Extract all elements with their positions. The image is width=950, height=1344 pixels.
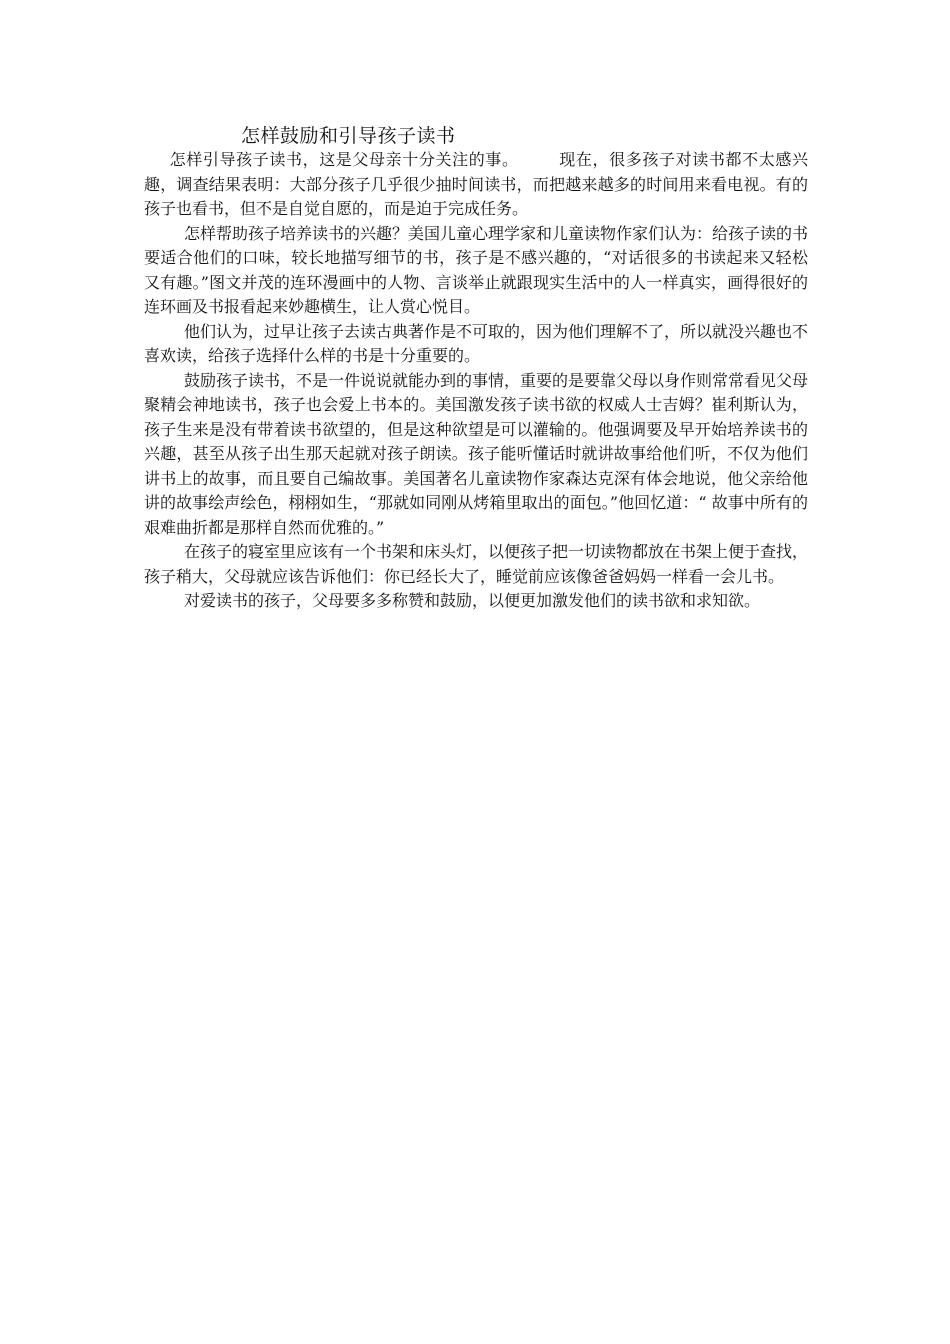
intro-sentence: 怎样引导孩子读书，这是父母亲十分关注的事。 xyxy=(169,150,519,169)
document-title: 怎样鼓励和引导孩子读书 xyxy=(241,125,456,147)
paragraph-4: 鼓励孩子读书，不是一件说说就能办到的事情，重要的是要靠父母以身作则常常看见父母聚精会神地读书，孩子也会爱上书本的。美国激发孩子读书欲的权威人士吉姆？崔利斯认为，孩子生来是没有带着读书欲望的，但是这种欲望是可以灌输的。他强调要及早开始培养读书的兴趣，甚至从孩子出生那天起就对孩子朗读。孩子能听懂话时就讲故事给他们听，不仅为他们讲书上的故事，而且要自己编故事。美国著名儿童读物作家森达克深有体会地说，他父亲给他讲的故事绘声绘色，栩栩如生，“那就如同刚从烤箱里取出的面包。”他回忆道：“ 故事中所有的艰难曲折都是那样自然而优雅的。” xyxy=(144,370,809,537)
paragraph-2: 怎样帮助孩子培养读书的兴趣？美国儿童心理学家和儿童读物作家们认为：给孩子读的书要适合他们的口味，较长地描写细节的书，孩子是不感兴趣的，“对话很多的书读起来又轻松又有趣。”图文并茂的连环漫画中的人物、言谈举止就跟现实生活中的人一样真实，画得很好的连环画及书报看起来妙趣横生，让人赏心悦目。 xyxy=(144,223,809,316)
paragraph-intro xyxy=(144,148,808,222)
paragraph-1-text: 现在，很多孩子对读书都不太感兴趣，调查结果表明：大部分孩子几乎很少抽时间读书，而把越来越多的时间用来看电视。有的孩子也看书，但不是自觉自愿的，而是迫于完成任务。 xyxy=(144,150,808,218)
paragraph-3: 他们认为，过早让孩子去读古典著作是不可取的，因为他们理解不了，所以就没兴趣也不喜欢读，给孩子选择什么样的书是十分重要的。 xyxy=(144,321,809,365)
document-body xyxy=(144,148,808,614)
paragraph-6: 对爱读书的孩子，父母要多多称赞和鼓励，以便更加激发他们的读书欲和求知欲。 xyxy=(184,591,761,610)
paragraph-5: 在孩子的寝室里应该有一个书架和床头灯，以便孩子把一切读物都放在书架上便于查找，孩子稍大，父母就应该告诉他们：你已经长大了，睡觉前应该像爸爸妈妈一样看一会儿书。 xyxy=(144,542,809,586)
